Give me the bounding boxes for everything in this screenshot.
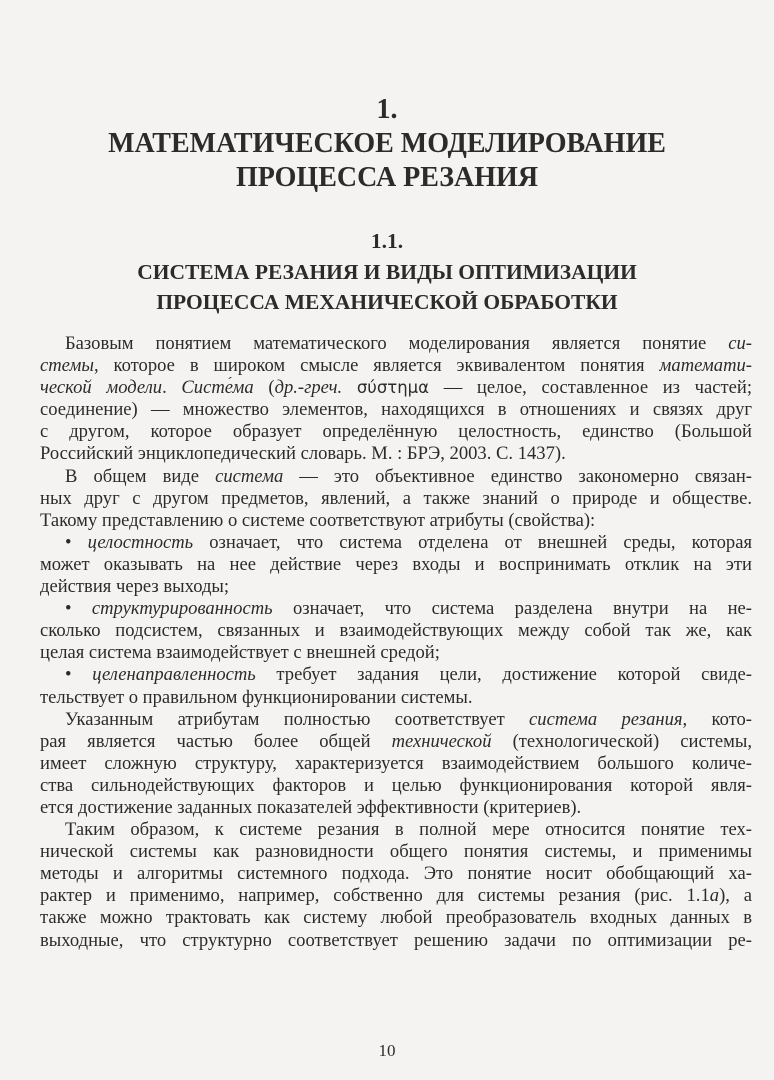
body-text: [40, 333, 752, 952]
text-segment: ), а: [719, 885, 752, 907]
text-line: [40, 488, 752, 510]
text-segment: Российский энциклопедический словарь. М. : БРЭ, 2003. С. 1437).: [40, 443, 566, 465]
text-segment: соединение) — множество элементов, находящихся в отношениях и связях друг: [40, 399, 752, 421]
text-segment: Такому представлению о системе соответствуют атрибуты (свойства):: [40, 509, 596, 531]
text-segment: , кото-: [682, 708, 752, 730]
text-line: [40, 598, 752, 620]
text-segment: Базовым понятием математического моделирования является понятие: [65, 333, 729, 354]
text-segment: методы и алгоритмы системного подхода. Это понятие носит обобщающий ха-: [40, 863, 752, 885]
text-segment: (: [253, 377, 275, 399]
chapter-title-line-2: ПРОЦЕССА РЕЗАНИЯ: [235, 162, 539, 193]
text-segment: ных друг с другом предметов, явлений, а также знаний о природе и обществе.: [40, 487, 752, 509]
italic-term: Систе́ма: [181, 377, 254, 399]
text-line: [40, 885, 752, 907]
text-line: [40, 709, 752, 731]
text-segment: •: [65, 598, 92, 620]
section-title-line-2: ПРОЦЕССА МЕХАНИЧЕСКОЙ ОБРАБОТКИ: [156, 290, 618, 314]
text-segment: , которое в широком смысле является эквивалентом понятия: [93, 355, 660, 377]
text-line: [40, 466, 752, 488]
text-line: [40, 753, 752, 775]
text-segment: .: [162, 377, 182, 399]
section-number: 1.1.: [370, 229, 404, 253]
page-number: 10: [378, 1041, 396, 1060]
text-segment: ства сильнодействующих факторов и целью функционирования которой явля-: [40, 774, 752, 796]
text-line: [40, 863, 752, 885]
italic-term: ческой модели: [40, 377, 163, 399]
text-line: [40, 797, 752, 819]
text-line: [40, 333, 752, 355]
text-segment: также можно трактовать как систему любой преобразователь входных данных в: [40, 907, 752, 929]
text-segment: Указанным атрибутам полностью соответствует: [65, 708, 530, 730]
italic-term: целостность: [87, 531, 194, 553]
text-line: [40, 819, 752, 841]
text-line: [40, 554, 752, 576]
italic-term: а: [709, 885, 720, 907]
text-segment: может оказывать на нее действие через входы и воспринимать отклик на эти: [40, 553, 752, 575]
text-segment: тельствует о правильном функционировании системы.: [40, 686, 473, 708]
text-line: [40, 664, 752, 686]
italic-term: стемы: [40, 355, 94, 377]
text-line: [40, 377, 752, 399]
italic-term: математи-: [659, 355, 752, 377]
text-segment: (технологической) системы,: [491, 730, 752, 752]
text-segment: •: [65, 531, 88, 553]
text-segment: [342, 377, 357, 398]
text-segment: ется достижение заданных показателей эффективности (критериев).: [40, 796, 582, 818]
text-line: [40, 930, 752, 952]
text-segment: •: [65, 664, 93, 686]
text-line: [40, 907, 752, 929]
text-segment: — это объективное единство закономерно связан-: [283, 465, 752, 487]
chapter-title-line-1: МАТЕМАТИЧЕСКОЕ МОДЕЛИРОВАНИЕ: [108, 128, 666, 159]
text-segment: имеет сложную структуру, характеризуется взаимодействием большого количе-: [40, 752, 752, 774]
text-segment: означает, что система отделена от внешней среды, которая: [193, 531, 752, 553]
text-segment: требует задания цели, достижение которой свиде-: [255, 664, 752, 686]
text-line: [40, 775, 752, 797]
text-line: [40, 355, 752, 377]
text-line: [40, 443, 752, 465]
text-segment: целая система взаимодействует с внешней средой;: [40, 642, 440, 664]
text-segment: означает, что система разделена внутри на не-: [272, 598, 752, 620]
text-segment: действия через выходы;: [40, 576, 230, 598]
italic-term: структурированность: [91, 598, 273, 620]
text-segment: σύστημα: [356, 378, 430, 398]
text-line: [40, 642, 752, 664]
italic-term: си-: [728, 333, 752, 354]
italic-term: система резания: [529, 708, 683, 730]
text-line: [40, 841, 752, 863]
text-segment: Таким образом, к системе резания в полной мере относится понятие тех-: [65, 819, 752, 841]
text-line: [40, 576, 752, 598]
text-line: [40, 510, 752, 532]
text-segment: выходные, что структурно соответствует решению задачи по оптимизации ре-: [40, 929, 752, 951]
text-segment: — целое, составленное из частей;: [429, 377, 752, 399]
italic-term: др.-греч.: [274, 377, 343, 399]
text-line: [40, 532, 752, 554]
section-title-line-1: СИСТЕМА РЕЗАНИЯ И ВИДЫ ОПТИМИЗАЦИИ: [137, 260, 637, 284]
text-segment: с другом, которое образует определённую целостность, единство (Большой: [40, 421, 752, 443]
text-line: [40, 399, 752, 421]
chapter-number: 1.: [376, 94, 398, 125]
italic-term: технической: [391, 730, 492, 752]
text-segment: сколько подсистем, связанных и взаимодействующих между собой так же, как: [40, 620, 752, 642]
text-line: [40, 421, 752, 443]
text-line: [40, 731, 752, 753]
text-line: [40, 620, 752, 642]
text-segment: В общем виде: [65, 465, 216, 487]
text-line: [40, 687, 752, 709]
italic-term: система: [215, 465, 284, 487]
italic-term: целенаправленность: [92, 664, 256, 686]
text-segment: рая является частью более общей: [40, 730, 392, 752]
text-segment: нической системы как разновидности общего понятия системы, и применимы: [40, 841, 752, 863]
text-segment: рактер и применимо, например, собственно для системы резания (рис. 1.1: [40, 885, 710, 907]
